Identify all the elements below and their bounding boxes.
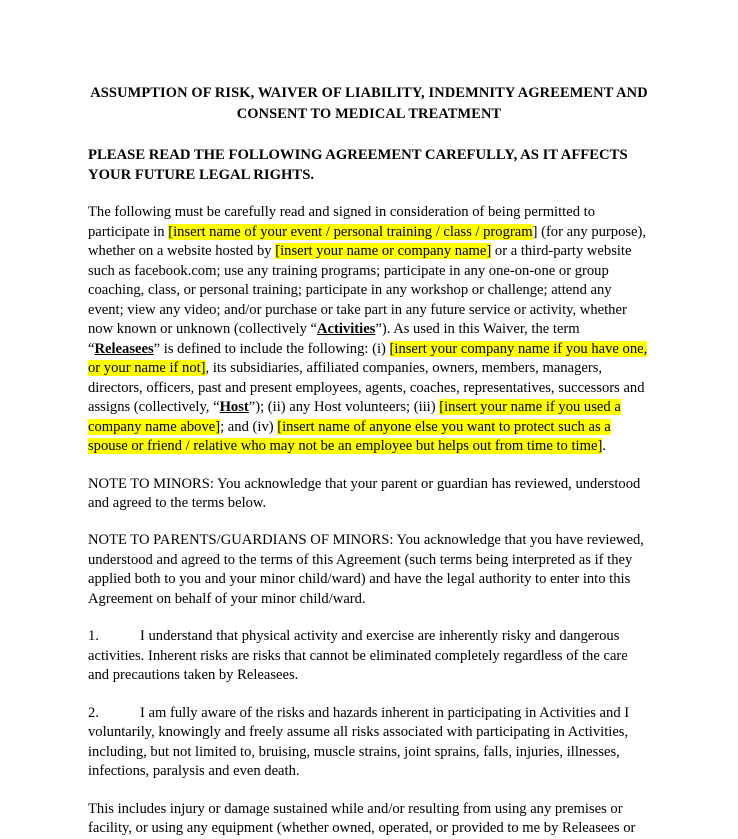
paragraph-activities-definition: [88, 203, 650, 456]
para1-seg8: ; and (iv): [220, 418, 278, 435]
term-activities: Activities: [317, 321, 376, 338]
numbered-item-2: [88, 704, 650, 782]
document-title: [88, 84, 650, 124]
para1-seg9: .: [602, 438, 606, 455]
term-releasees: Releasees: [94, 340, 154, 357]
numbered-item-1-text: I understand that physical activity and exercise are inherently risky and dangerous activities. Inherent risks are risks that cannot be eliminated completely regardless of the care and precautions taken by Releasees.: [88, 628, 628, 684]
placeholder-your-name: [insert your name if you used a company name above]: [88, 399, 621, 435]
para1-seg1: The following must be carefully read and signed in consideration of being permitted to participate in: [88, 204, 595, 240]
document-title-line-2: CONSENT TO MEDICAL TREATMENT: [236, 106, 502, 123]
term-host: Host: [219, 399, 249, 416]
numbered-item-2-number: 2.: [88, 704, 99, 721]
numbered-item-1: [88, 627, 650, 685]
para1-seg4: ”). As used in this Waiver, the term “: [88, 321, 580, 357]
placeholder-event-name: [insert name of your event / personal training / class / program: [168, 223, 533, 240]
para1-seg5: ” is defined to include the following: (i): [153, 340, 390, 357]
para1-seg3: or a third-party website such as facebook.com; use any training programs; participate in any one-on-one or group coaching, class, or personal training; participate in any workshop or challenge; attend any event; view any video; and/or purchase or take part in any future service or activity, whether now known or unknown (collectively “: [88, 243, 632, 338]
para1-seg7: ”); (ii) any Host volunteers; (iii): [248, 399, 440, 416]
para1-seg2: ] (for any purpose), whether on a website hosted by: [88, 223, 647, 260]
placeholder-company-name: [insert your company name if you have one, or your name if not]: [88, 340, 648, 377]
paragraph-injury-damage-partial: This includes injury or damage sustained while and/or resulting from using any premises or facility, or using any equipment (whether owned, operated, or provided to me by Releasees or: [88, 800, 636, 837]
paragraph-note-to-minors: NOTE TO MINORS: You acknowledge that your parent or guardian has reviewed, understood and agreed to the terms below.: [88, 475, 641, 511]
numbered-item-1-number: 1.: [88, 628, 99, 645]
para1-seg6: , its subsidiaries, affiliated companies, owners, members, managers, directors, officers, past and present employees, agents, coaches, representatives, successors and assigns (collectively, “: [88, 360, 645, 416]
document-lead-notice: [88, 146, 650, 185]
document-lead-line-1: PLEASE READ THE FOLLOWING AGREEMENT CAREFULLY, AS IT AFFECTS: [88, 147, 628, 164]
placeholder-other-protected-persons: [insert name of anyone else you want to protect such as a spouse or friend / relative who may not be an employee but helps out from time to time]: [88, 418, 611, 455]
placeholder-host-name: [insert your name or company name]: [275, 243, 492, 260]
numbered-item-2-text: I am fully aware of the risks and hazards inherent in participating in Activities and I voluntarily, knowingly and freely assume all risks associated with participating in Activities, including, but not limited to, bruising, muscle strains, joint sprains, falls, injuries, illnesses, infections, paralysis and even death.: [88, 704, 630, 780]
document-lead-line-2: YOUR FUTURE LEGAL RIGHTS.: [88, 166, 315, 183]
paragraph-note-to-parents: NOTE TO PARENTS/GUARDIANS OF MINORS: You acknowledge that you have reviewed, understood and agreed to the terms of this Agreement (such terms being interpreted as if they applied both to you and your minor child/ward) and have the legal authority to enter into this Agreement on behalf of your minor child/ward.: [88, 532, 644, 607]
document-title-line-1: ASSUMPTION OF RISK, WAIVER OF LIABILITY, INDEMNITY AGREEMENT AND: [90, 85, 648, 101]
